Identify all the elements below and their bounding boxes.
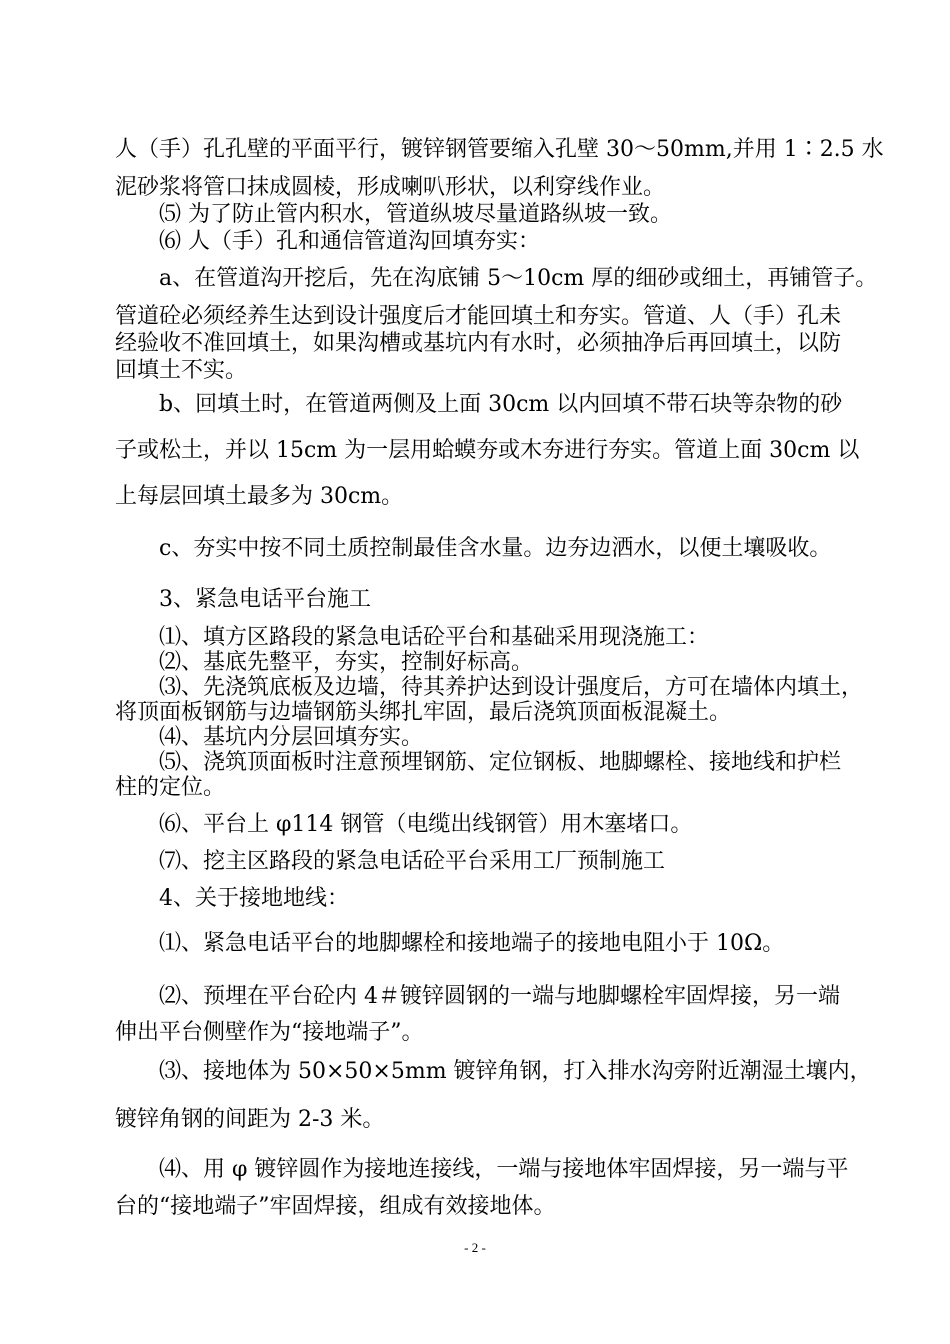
text-line: 将顶面板钢筋与边墙钢筋头绑扎牢固，最后浇筑顶面板混凝土。 <box>115 700 732 725</box>
section-heading: 3、紧急电话平台施工 <box>159 587 371 612</box>
text-line: ⑷、用 φ 镀锌圆作为接地连接线，一端与接地体牢固焊接，另一端与平 <box>159 1157 849 1182</box>
text-line: 子或松土，并以 15cm 为一层用蛤蟆夯或木夯进行夯实。管道上面 30cm 以 <box>115 438 860 463</box>
text-line: ⑶、先浇筑底板及边墙，待其养护达到设计强度后，方可在墙体内填土， <box>159 675 864 700</box>
text-line: 回填土不实。 <box>115 358 248 383</box>
section-heading: 4、关于接地地线： <box>159 886 349 911</box>
text-line: ⑹、平台上 φ114 钢管（电缆出线钢管）用木塞堵口。 <box>159 812 693 837</box>
text-line: ⑺、挖主区路段的紧急电话砼平台采用工厂预制施工 <box>159 849 666 874</box>
text-line: ⑵、预埋在平台砼内 4＃镀锌圆钢的一端与地脚螺栓牢固焊接，另一端 <box>159 984 840 1009</box>
text-line: ⑹ 人（手）孔和通信管道沟回填夯实： <box>159 229 540 254</box>
text-line: c、夯实中按不同土质控制最佳含水量。边夯边洒水，以便土壤吸收。 <box>159 536 832 561</box>
text-line: ⑵、基底先整平，夯实，控制好标高。 <box>159 650 534 675</box>
text-line: b、回填土时，在管道两侧及上面 30cm 以内回填不带石块等杂物的砂 <box>159 392 843 417</box>
page-number: - 2 - <box>464 1240 486 1255</box>
text-line: 管道砼必须经养生达到设计强度后才能回填土和夯实。管道、人（手）孔未 <box>115 304 842 329</box>
text-line: ⑴、填方区路段的紧急电话砼平台和基础采用现浇施工： <box>159 625 710 650</box>
text-line: ⑸ 为了防止管内积水，管道纵坡尽量道路纵坡一致。 <box>159 202 672 227</box>
text-line: ⑷、基坑内分层回填夯实。 <box>159 725 424 750</box>
text-line: 人（手）孔孔壁的平面平行，镀锌钢管要缩入孔壁 30～50mm,并用 1∶2.5 水 <box>115 137 884 162</box>
text-line: 台的“接地端子”牢固焊接，组成有效接地体。 <box>115 1194 556 1219</box>
text-line: ⑸、浇筑顶面板时注意预埋钢筋、定位钢板、地脚螺栓、接地线和护栏 <box>159 750 842 775</box>
text-line: ⑴、紧急电话平台的地脚螺栓和接地端子的接地电阻小于 10Ω。 <box>159 931 785 956</box>
text-line: 伸出平台侧壁作为“接地端子”。 <box>115 1020 424 1045</box>
text-line: ⑶、接地体为 50×50×5mm 镀锌角钢，打入排水沟旁附近潮湿土壤内， <box>159 1059 872 1084</box>
text-line: 上每层回填土最多为 30cm。 <box>115 484 404 509</box>
text-line: 经验收不准回填土，如果沟槽或基坑内有水时，必须抽净后再回填土，以防 <box>115 331 842 356</box>
text-line: 泥砂浆将管口抹成圆棱，形成喇叭形状，以利穿线作业。 <box>115 175 666 200</box>
text-line: 镀锌角钢的间距为 2-3 米。 <box>115 1107 385 1132</box>
text-line: a、在管道沟开挖后，先在沟底铺 5～10cm 厚的细砂或细土，再铺管子。 <box>159 266 878 291</box>
text-line: 柱的定位。 <box>115 775 226 800</box>
